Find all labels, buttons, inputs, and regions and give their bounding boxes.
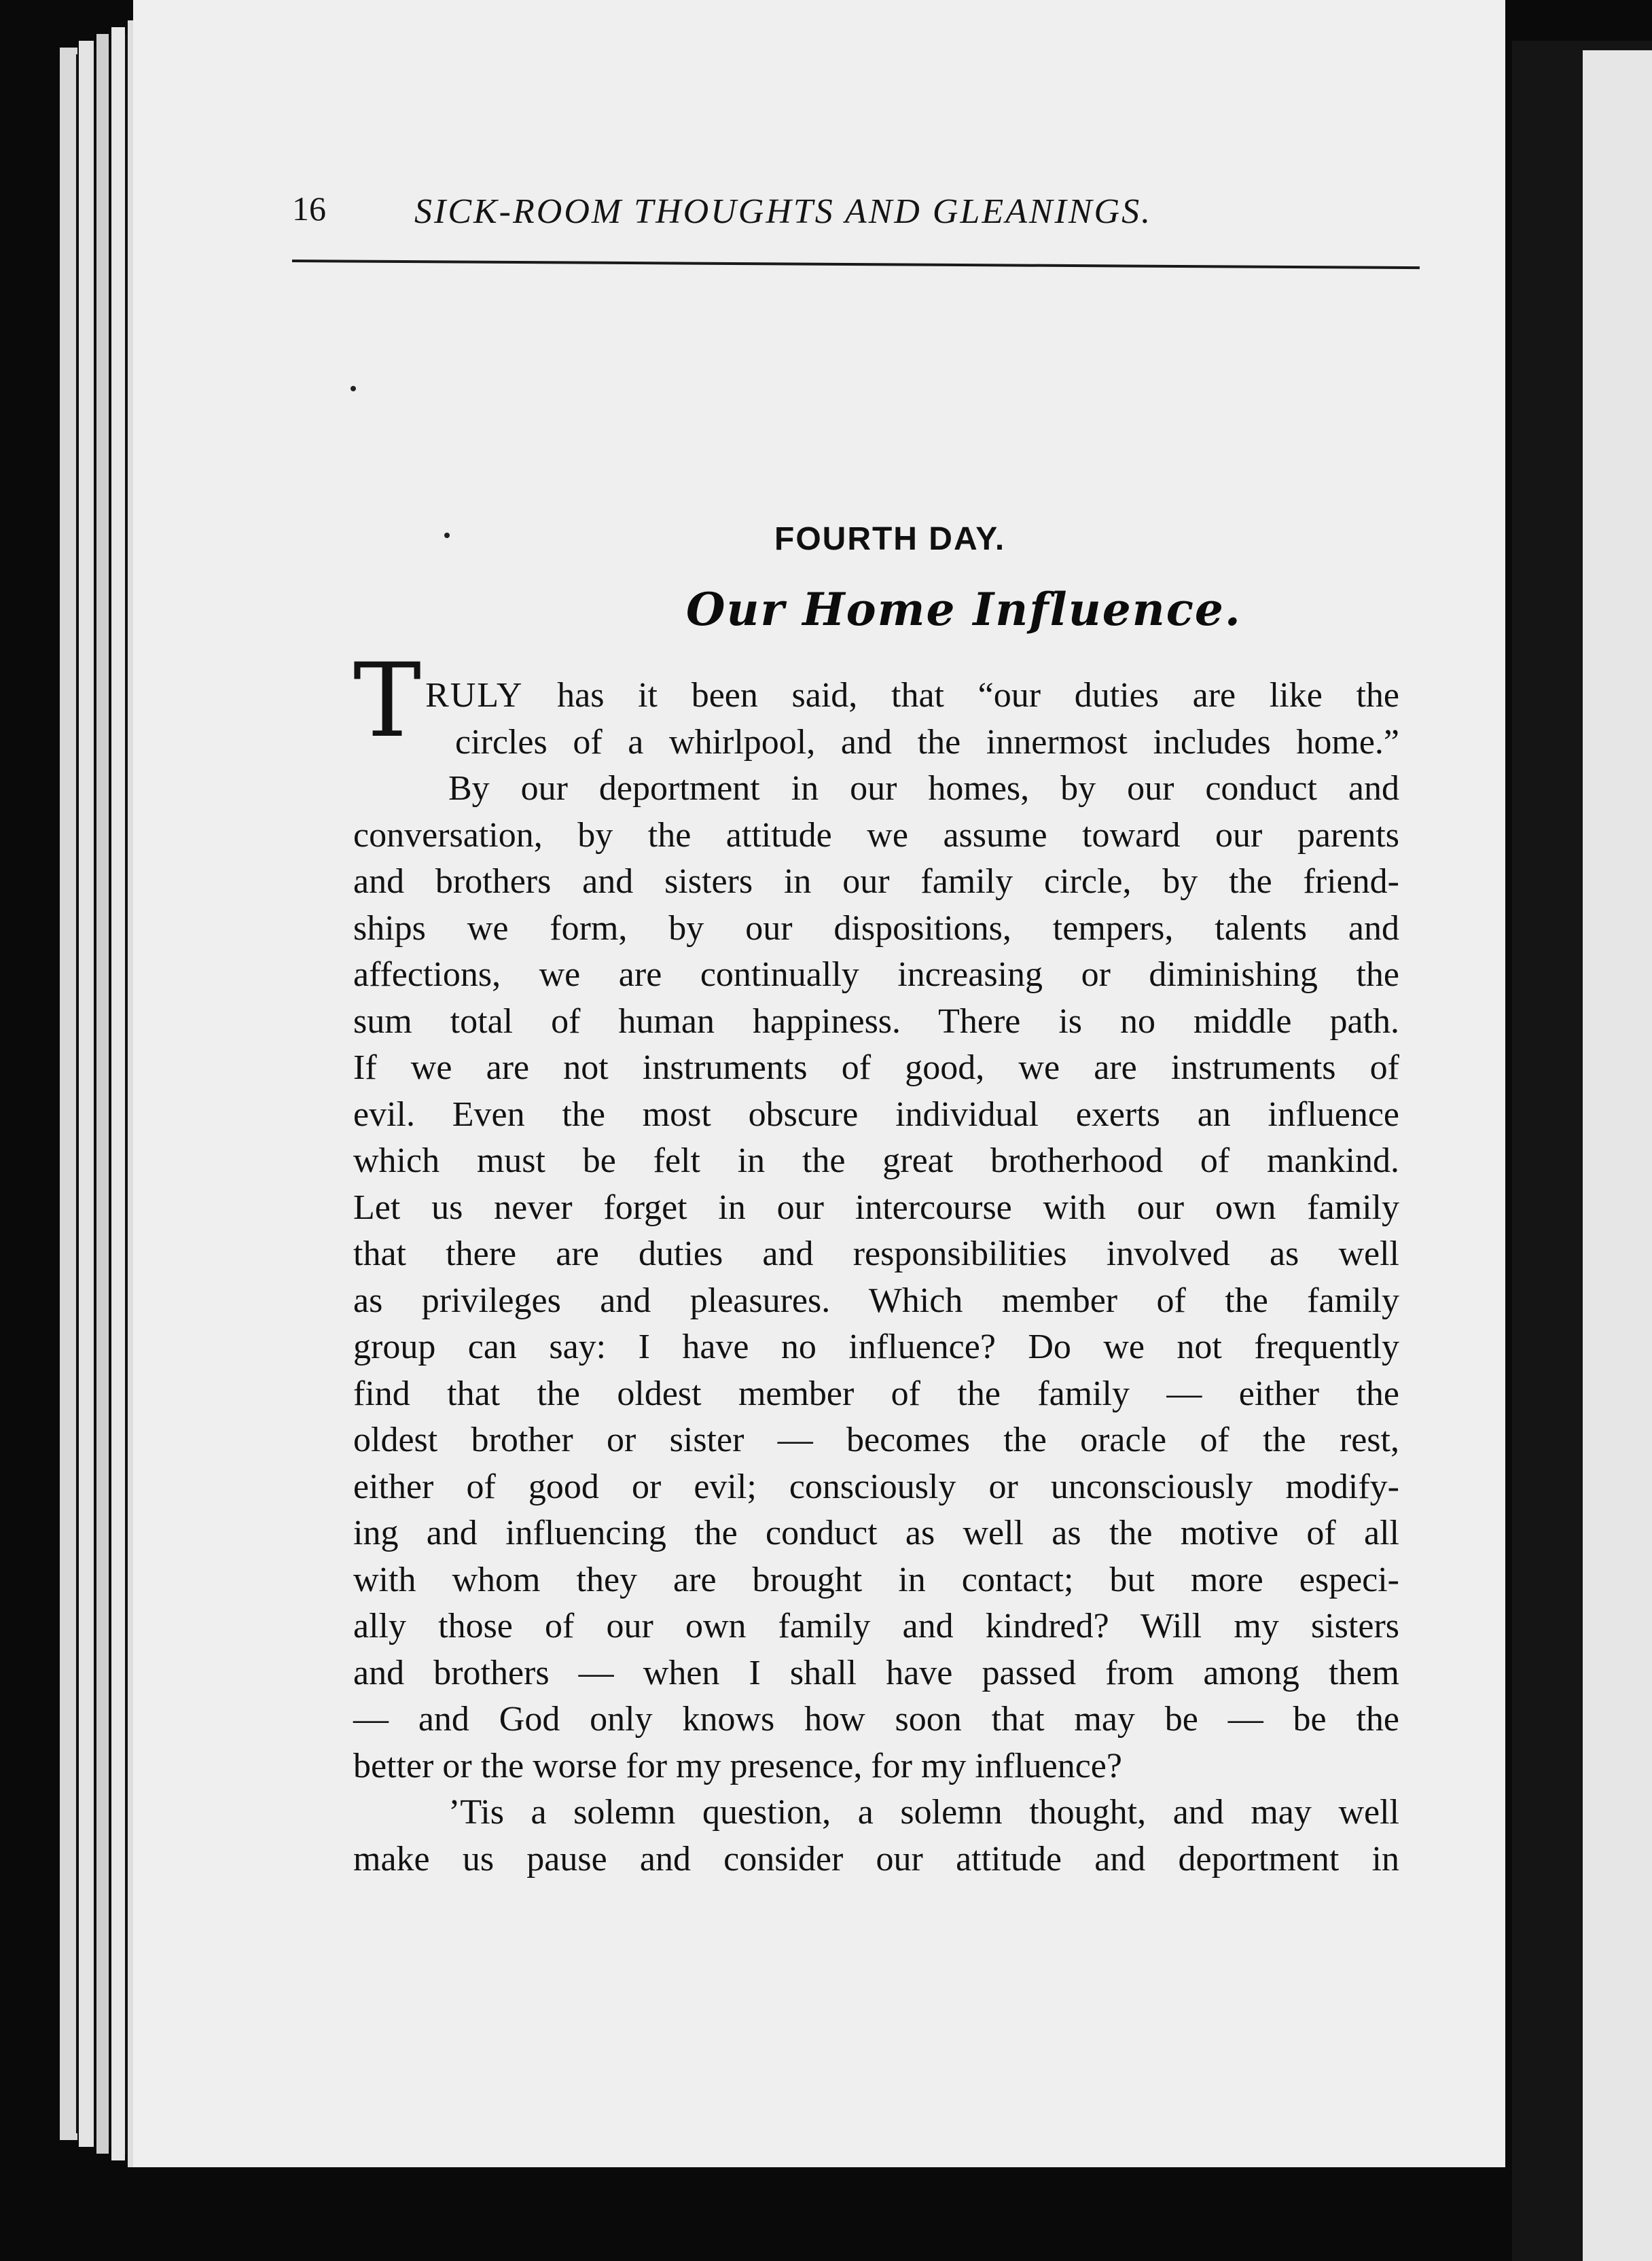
- body-line: sum total of human happiness. There is no middle path.: [353, 1001, 1399, 1041]
- body-line: which must be felt in the great brotherhood of mankind.: [353, 1141, 1399, 1180]
- lead-word: RULY: [425, 676, 524, 715]
- first-line-text: has it been said, that “our duties are like the: [557, 676, 1399, 715]
- body-text: [353, 642, 1399, 1883]
- page-edge-shadow: [76, 54, 78, 2133]
- body-line: conversation, by the attitude we assume toward our parents: [353, 815, 1399, 855]
- body-line: ’Tis a solemn question, a solemn thought, and may well: [448, 1793, 1399, 1832]
- body-line: and brothers and sisters in our family circle, by the friend-: [353, 862, 1399, 901]
- body-line: make us pause and consider our attitude and deportment in: [353, 1839, 1399, 1879]
- body-line: either of good or evil; consciously or unconsciously modify-: [353, 1467, 1399, 1506]
- page-edge-shadow: [94, 48, 96, 2140]
- body-line: ing and influencing the conduct as well as the motive of all: [353, 1514, 1399, 1552]
- chapter-title: Our Home Influence.: [686, 583, 1242, 636]
- page-edge: [60, 48, 77, 2140]
- body-line: ships we form, by our dispositions, tempers, talents and: [353, 908, 1399, 948]
- body-line: oldest brother or sister — becomes the oracle of the rest,: [353, 1421, 1399, 1459]
- body-line: Let us never forget in our intercourse with our own family: [353, 1188, 1399, 1227]
- page-edge: [96, 34, 109, 2154]
- body-line: — and God only knows how soon that may be — be the: [353, 1700, 1399, 1739]
- running-head: [292, 189, 1420, 264]
- body-line: that there are duties and responsibilities involved as well: [353, 1234, 1399, 1273]
- body-line: ally those of our own family and kindred? Will my sisters: [353, 1607, 1399, 1645]
- body-line: group can say: I have no influence? Do we not frequently: [353, 1328, 1399, 1366]
- page-number: 16: [292, 190, 326, 228]
- body-line: affections, we are continually increasing or diminishing the: [353, 955, 1399, 994]
- print-speck: [444, 533, 450, 538]
- body-line: find that the oldest member of the family — either the: [353, 1374, 1399, 1413]
- print-speck: [351, 386, 356, 391]
- body-line: with whom they are brought in contact; but more especi-: [353, 1560, 1399, 1599]
- running-title: SICK-ROOM THOUGHTS AND GLEANINGS.: [414, 192, 1153, 231]
- section-day-heading: FOURTH DAY.: [774, 521, 1006, 557]
- body-line: If we are not instruments of good, we are instruments of: [353, 1048, 1399, 1087]
- page-edge-shadow: [125, 34, 127, 2154]
- body-line: evil. Even the most obscure individual exerts an influence: [353, 1094, 1399, 1134]
- body-line: better or the worse for my presence, for my influence?: [353, 1746, 1122, 1785]
- body-line: circles of a whirlpool, and the innermost includes home.”: [455, 722, 1399, 762]
- body-line: and brothers — when I shall have passed from among them: [353, 1653, 1399, 1692]
- drop-cap: T: [353, 642, 422, 760]
- body-line: By our deportment in our homes, by our conduct and: [448, 769, 1399, 808]
- facing-page-edge: [1583, 50, 1652, 2261]
- page-edge: [111, 27, 125, 2160]
- page-edge: [79, 41, 94, 2147]
- body-line: as privileges and pleasures. Which member of the family: [353, 1281, 1399, 1320]
- page-edge-shadow: [109, 41, 111, 2147]
